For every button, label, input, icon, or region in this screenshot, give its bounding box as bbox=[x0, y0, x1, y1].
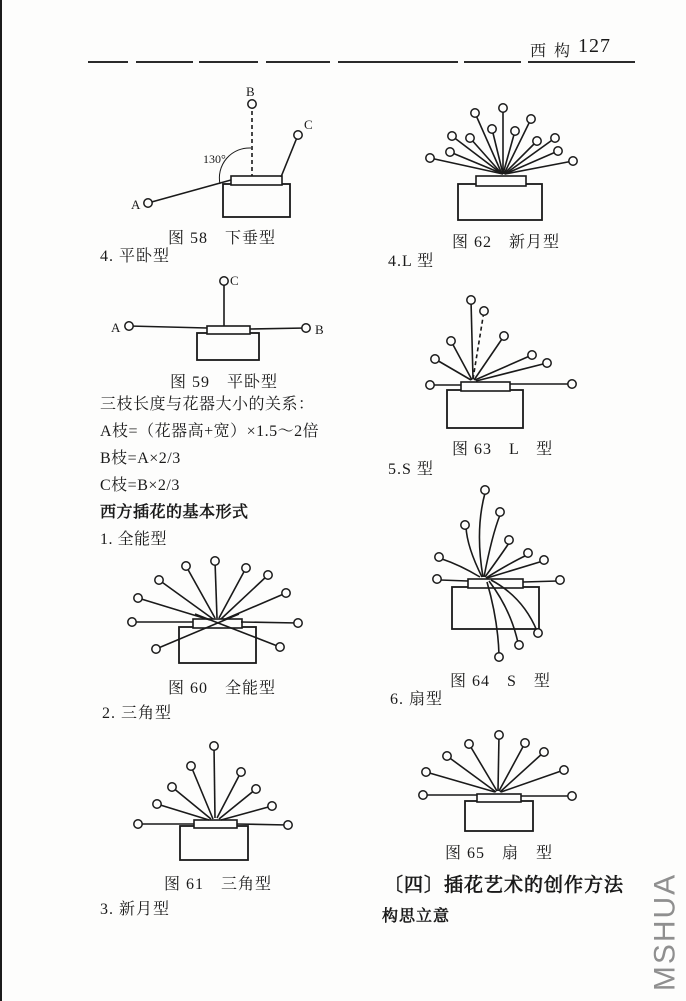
figure-61-triangle-diagram bbox=[130, 735, 310, 865]
figure-60-caption: 图 60 全能型 bbox=[168, 680, 277, 697]
scan-edge-line bbox=[0, 0, 2, 1001]
figure-63-l-type-diagram bbox=[420, 295, 620, 435]
page-number: 127 bbox=[578, 35, 611, 57]
svg-text:C: C bbox=[230, 273, 239, 288]
svg-text:B: B bbox=[246, 85, 255, 99]
text-branch-b-formula: B枝=A×2/3 bbox=[100, 450, 181, 467]
heading-concept: 构思立意 bbox=[382, 908, 451, 925]
section-label-allround-type: 1. 全能型 bbox=[100, 531, 168, 548]
text-branch-c-formula: C枝=B×2/3 bbox=[100, 477, 180, 494]
section-label-l-type: 4.L 型 bbox=[388, 253, 435, 270]
figure-64-s-type-diagram bbox=[425, 485, 625, 665]
text-branch-a-formula: A枝=（花器高+宽）×1.5～2倍 bbox=[100, 423, 320, 440]
figure-58-drooping-diagram bbox=[95, 85, 335, 225]
watermark-text: MSHUA bbox=[648, 872, 682, 992]
figure-63-caption: 图 63 L 型 bbox=[452, 441, 554, 458]
section-label-crescent-type: 3. 新月型 bbox=[100, 901, 171, 918]
figure-59-caption: 图 59 平卧型 bbox=[170, 374, 279, 391]
section-label-fan-type: 6. 扇型 bbox=[390, 691, 444, 708]
figure-65-caption: 图 65 扇 型 bbox=[445, 845, 554, 862]
svg-text:B: B bbox=[315, 322, 324, 337]
figure-58-caption: 图 58 下垂型 bbox=[168, 230, 277, 247]
figure-62-crescent-diagram bbox=[415, 95, 635, 225]
running-head-title: 西构 bbox=[530, 43, 579, 60]
figure-64-caption: 图 64 S 型 bbox=[450, 673, 551, 690]
svg-text:A: A bbox=[131, 197, 141, 212]
section-label-triangle-type: 2. 三角型 bbox=[102, 705, 173, 722]
figure-59-flat-lying-diagram bbox=[95, 272, 335, 367]
svg-text:130°: 130° bbox=[203, 152, 226, 166]
figure-65-fan-diagram bbox=[415, 730, 615, 845]
svg-text:C: C bbox=[304, 117, 313, 132]
heading-creation-method: 〔四〕插花艺术的创作方法 bbox=[384, 875, 625, 896]
text-relation-title: 三枝长度与花器大小的关系： bbox=[100, 396, 315, 413]
branch-length-text-block bbox=[100, 391, 319, 553]
figure-62-caption: 图 62 新月型 bbox=[452, 234, 561, 251]
section-label-s-type: 5.S 型 bbox=[388, 461, 434, 478]
figure-60-allround-diagram bbox=[120, 550, 340, 675]
heading-western-basic-forms: 西方插花的基本形式 bbox=[100, 504, 249, 521]
figure-61-caption: 图 61 三角型 bbox=[164, 876, 273, 893]
section-label-flat-type: 4. 平卧型 bbox=[100, 248, 171, 265]
svg-text:A: A bbox=[111, 320, 121, 335]
